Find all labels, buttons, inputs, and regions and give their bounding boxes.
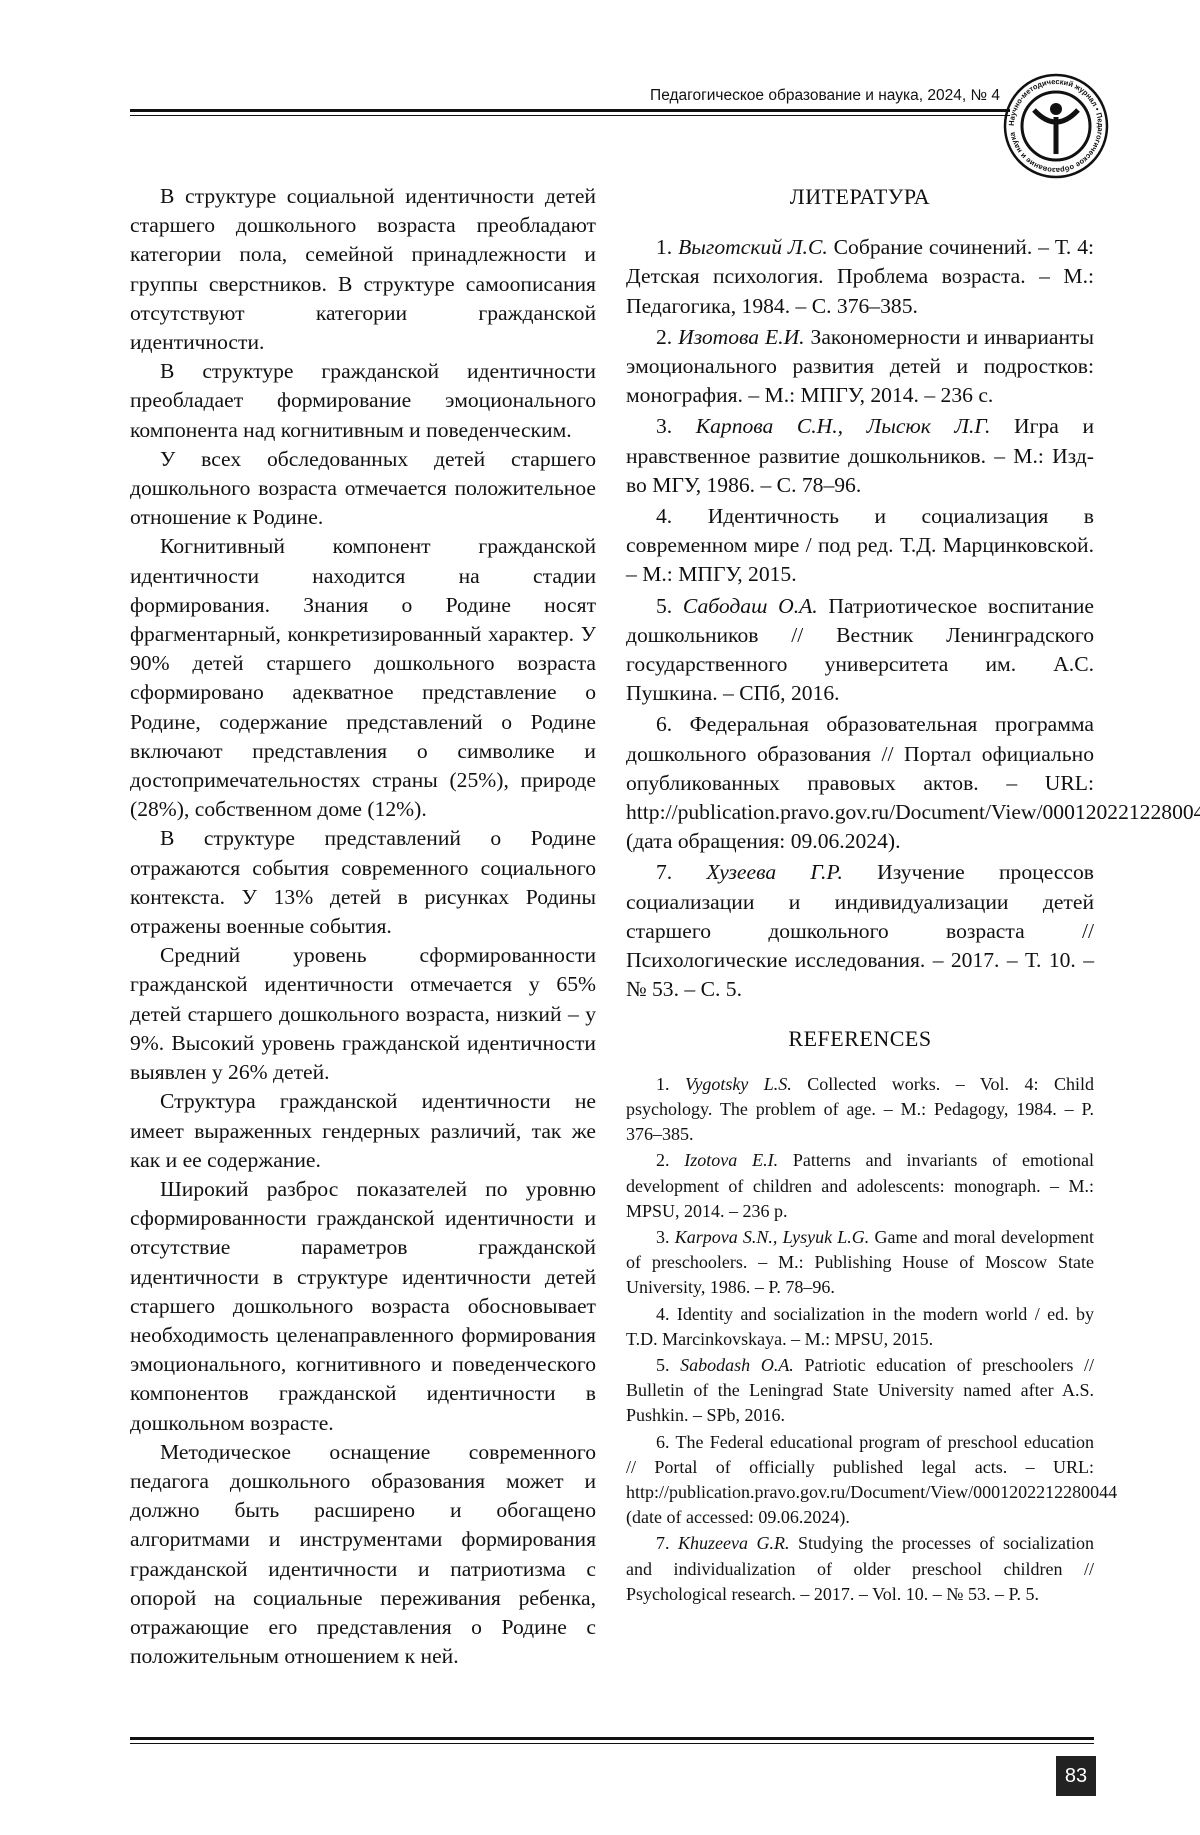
logo-ring-text: Научно-методический журнал • Педагогическое образование и наука (1007, 77, 1105, 175)
reference-item: 3. Karpova S.N., Lysyuk L.G. Game and moral development of preschoolers. – M.: Publishing House of Moscow State University, 1986. – P. 78–96. (626, 1225, 1094, 1301)
literature-item: 2. Изотова Е.И. Закономерности и инварианты эмоционального развития детей и подростков: монография. – М.: МПГУ, 2014. – 236 с. (626, 323, 1094, 411)
body-paragraph: В структуре гражданской идентичности преобладает формирование эмоционального компонента над когнитивным и поведенческим. (130, 357, 596, 445)
reference-item: 2. Izotova E.I. Patterns and invariants of emotional development of children and adolescents: monograph. – M.: MPSU, 2014. – 236 p. (626, 1148, 1094, 1224)
references-list (626, 1072, 1094, 1607)
literature-heading: ЛИТЕРАТУРА (626, 182, 1094, 211)
literature-item: 6. Федеральная образовательная программа дошкольного образования // Портал официально опубликованных правовых актов. – URL: http://publication.pravo.gov.ru/Document/View/0001202212280044 (дата обращения: 09.06.2024). (626, 710, 1094, 856)
header-rule-thick (130, 109, 1010, 112)
main-text-column (130, 182, 596, 1671)
journal-logo-icon (1002, 72, 1110, 180)
reference-item: 5. Sabodash O.A. Patriotic education of preschoolers // Bulletin of the Leningrad State University named after A.S. Pushkin. – SPb, 2016. (626, 1353, 1094, 1429)
body-paragraph: Методическое оснащение современного педагога дошкольного образования может и должно быть расширено и обогащено алгоритмами и инструментами формирования гражданской идентичности и патриотизма с опорой на социальные переживания ребенка, отражающие его представления о Родине с положительным отношением к ней. (130, 1438, 596, 1672)
references-column (626, 182, 1094, 1608)
literature-item: 1. Выготский Л.С. Собрание сочинений. – Т. 4: Детская психология. Проблема возраста. – М.: Педагогика, 1984. – С. 376–385. (626, 233, 1094, 321)
header-rule-thin (130, 115, 1010, 116)
body-paragraph: Когнитивный компонент гражданской идентичности находится на стадии формирования. Знания о Родине носят фрагментарный, конкретизированный характер. У 90% детей старшего дошкольного возраста сформировано адекватное представление о Родине, содержание представлений о Родине включают представления о символике и достопримечательностях страны (25%), природе (28%), собственном доме (12%). (130, 532, 596, 824)
body-paragraph: В структуре представлений о Родине отражаются события современного социального контекста. У 13% детей в рисунках Родины отражены военные события. (130, 824, 596, 941)
footer-rule-thick (130, 1737, 1094, 1740)
footer-rule-thin (130, 1743, 1094, 1744)
literature-item: 7. Хузеева Г.Р. Изучение процессов социализации и индивидуализации детей старшего дошкольного возраста // Психологические исследования. – 2017. – Т. 10. – № 53. – С. 5. (626, 858, 1094, 1004)
literature-item: 3. Карпова С.Н., Лысюк Л.Г. Игра и нравственное развитие дошкольников. – М.: Изд-во МГУ, 1986. – С. 78–96. (626, 412, 1094, 500)
body-paragraph: Средний уровень сформированности гражданской идентичности отмечается у 65% детей старшего дошкольного возраста, низкий – у 9%. Высокий уровень гражданской идентичности выявлен у 26% детей. (130, 941, 596, 1087)
page-number: 83 (1056, 1756, 1096, 1796)
literature-list (626, 233, 1094, 1004)
reference-item: 1. Vygotsky L.S. Collected works. – Vol. 4: Child psychology. The problem of age. – M.: Pedagogy, 1984. – P. 376–385. (626, 1072, 1094, 1148)
body-paragraph: У всех обследованных детей старшего дошкольного возраста отмечается положительное отношение к Родине. (130, 445, 596, 533)
body-paragraph: В структуре социальной идентичности детей старшего дошкольного возраста преобладают категории пола, семейной принадлежности и группы сверстников. В структуре самоописания отсутствуют категории гражданской идентичности. (130, 182, 596, 357)
literature-item: 5. Сабодаш О.А. Патриотическое воспитание дошкольников // Вестник Ленинградского государственного университета им. А.С. Пушкина. – СПб, 2016. (626, 592, 1094, 709)
journal-header-title: Педагогическое образование и наука, 2024, № 4 (560, 87, 1000, 105)
body-paragraph: Широкий разброс показателей по уровню сформированности гражданской идентичности и отсутствие параметров гражданской идентичности в структуре идентичности детей старшего дошкольного возраста обосновывает необходимость целенаправленного формирования эмоционального, когнитивного и поведенческого компонентов гражданской идентичности в дошкольном возрасте. (130, 1175, 596, 1438)
body-paragraph: Структура гражданской идентичности не имеет выраженных гендерных различий, так же как и ее содержание. (130, 1087, 596, 1175)
reference-item: 6. The Federal educational program of preschool education // Portal of officially published legal acts. – URL: http://publication.pravo.gov.ru/Document/View/0001202212280044 (date of accessed: 09.06.2024). (626, 1430, 1094, 1531)
reference-item: 7. Khuzeeva G.R. Studying the processes of socialization and individualization of older preschool children // Psychological research. – 2017. – Vol. 10. – № 53. – P. 5. (626, 1531, 1094, 1607)
reference-item: 4. Identity and socialization in the modern world / ed. by T.D. Marcinkovskaya. – M.: MPSU, 2015. (626, 1302, 1094, 1352)
literature-item: 4. Идентичность и социализация в современном мире / под ред. Т.Д. Марцинковской. – М.: МПГУ, 2015. (626, 502, 1094, 590)
references-heading: REFERENCES (626, 1024, 1094, 1053)
